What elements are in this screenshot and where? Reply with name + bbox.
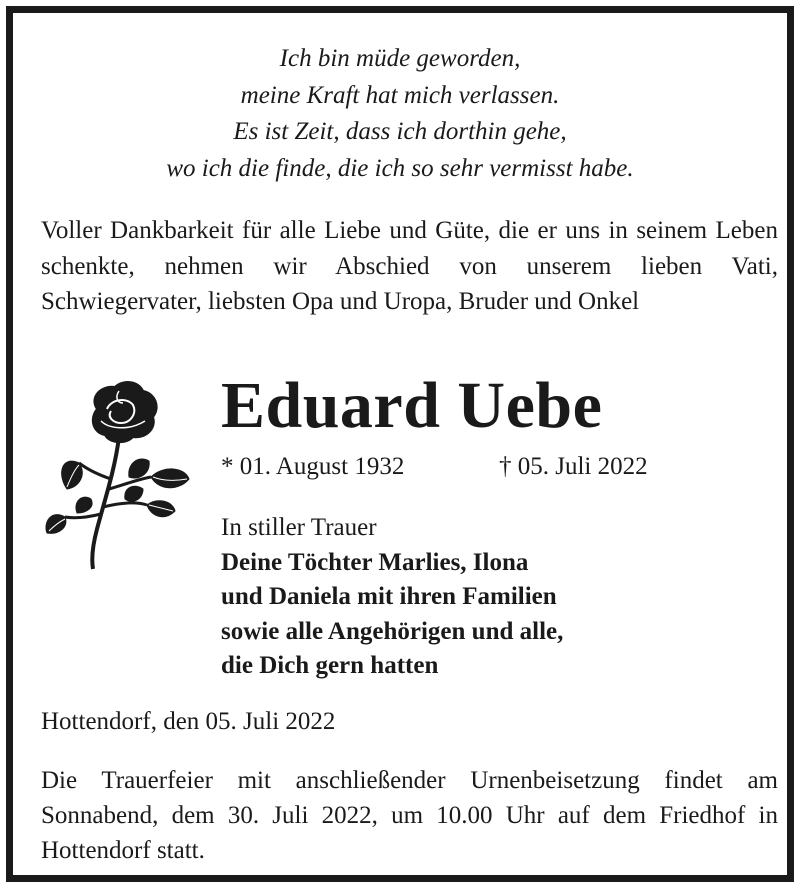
mourner-line: Deine Töchter Marlies, Ilona (221, 548, 529, 576)
funeral-notice: Die Trauerfeier mit anschließender Urnenbeisetzung findet am Sonnabend, dem 30. Juli 2022, um 10.00 Uhr auf dem Friedhof in Hottendorf statt. (41, 767, 778, 864)
poem-line: Es ist Zeit, dass ich dorthin gehe, (233, 118, 567, 145)
poem-line: Ich bin müde geworden, (279, 45, 521, 72)
rose-icon (39, 379, 199, 571)
mourning-heading: In stiller Trauer (221, 514, 377, 541)
poem (13, 41, 787, 187)
mourner-line: die Dich gern hatten (221, 652, 439, 679)
life-dates (221, 450, 676, 484)
mourners-block (221, 511, 563, 684)
poem-line: wo ich die finde, die ich so sehr vermisst habe. (166, 154, 634, 182)
death-date: † 05. Juli 2022 (499, 453, 648, 480)
obituary-frame (6, 6, 794, 882)
intro-text: Voller Dankbarkeit für alle Liebe und Güte, die er uns in seinem Leben schenkte, nehmen wir Abschied von unserem lieben Vati, Schwiegervater, liebsten Opa und Uropa, Bruder und Onkel (41, 217, 778, 315)
mourner-line: sowie alle Angehörigen und alle, (221, 617, 564, 645)
deceased-name: Eduard Uebe (221, 369, 603, 442)
birth-date: * 01. August 1932 (221, 453, 405, 480)
mourner-line: und Daniela mit ihren Familien (221, 583, 557, 610)
poem-line: meine Kraft hat mich verlassen. (240, 81, 560, 109)
place-date: Hottendorf, den 05. Juli 2022 (41, 708, 336, 735)
